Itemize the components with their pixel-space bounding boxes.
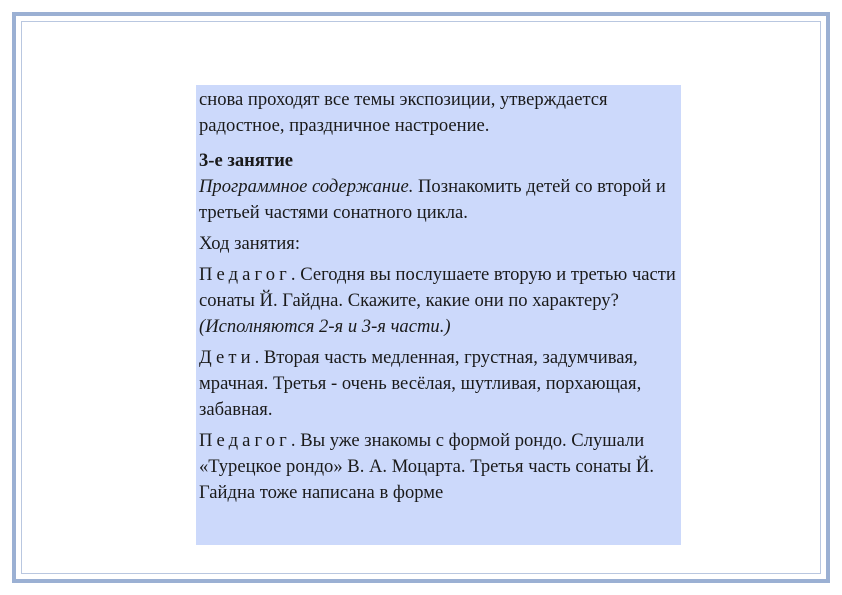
children-text: . Вторая часть медленная, грустная, задумчивая, мрачная. Третья - очень весёлая, шутливая, порхающая, забавная. (199, 347, 642, 420)
speaker-teacher: Педагог (199, 430, 291, 451)
paragraph-teacher-2 (199, 428, 678, 506)
paragraph-teacher-1 (199, 262, 678, 340)
teacher-2-text: . Вы уже знакомы с формой рондо. Слушали «Турецкое рондо» В. А. Моцарта. Третья часть сонаты Й. Гайдна тоже написана в форме (199, 430, 654, 503)
stage-note: (Исполняются 2-я и 3-я части.) (199, 316, 451, 337)
program-text: Познакомить детей со второй и третьей частями сонатного цикла. (199, 176, 666, 223)
speaker-teacher: Педагог (199, 264, 291, 285)
lesson-heading: 3-е занятие (199, 150, 294, 171)
text-block (196, 85, 681, 545)
paragraph-intro: снова проходят все темы экспозиции, утверждается радостное, праздничное настроение. (199, 89, 608, 136)
speaker-children: Дети (199, 347, 255, 368)
paragraph-lesson (199, 148, 678, 226)
program-label: Программное содержание. (199, 176, 414, 197)
lesson-course: Ход занятия: (199, 233, 301, 254)
paragraph-children (199, 345, 678, 423)
teacher-1-text: . Сегодня вы послушаете вторую и третью части сонаты Й. Гайдна. Скажите, какие они по характеру? (199, 264, 676, 311)
